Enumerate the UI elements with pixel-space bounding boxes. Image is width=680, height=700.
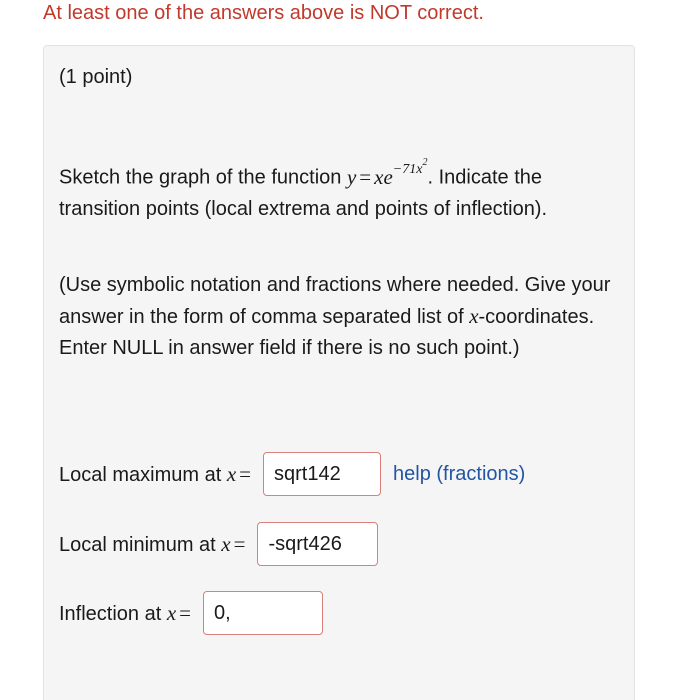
local-minimum-label: Local minimum at x = bbox=[59, 531, 246, 556]
answer-instructions: (Use symbolic notation and fractions where needed. Give your answer in the form of comma separated list of x-coordinates. Enter NULL in answer field if there is no such point.) bbox=[59, 274, 611, 359]
error-message: At least one of the answers above is NOT correct. bbox=[43, 2, 484, 24]
local-minimum-input[interactable]: -sqrt426 bbox=[257, 522, 378, 566]
function-formula: $y = xe^{-71x^2}$ bbox=[346, 157, 428, 189]
problem-box bbox=[43, 45, 635, 700]
local-maximum-label: Local maximum at x = bbox=[59, 461, 252, 486]
statement-rest: . Indicate the transition points (local extrema and points of inflection). bbox=[59, 166, 548, 220]
local-minimum-row bbox=[59, 522, 378, 566]
problem-statement bbox=[59, 152, 624, 225]
help-fractions-link[interactable]: help (fractions) bbox=[393, 462, 526, 485]
inflection-row bbox=[59, 591, 323, 635]
statement-intro: Sketch the graph of the function bbox=[59, 166, 347, 189]
inflection-label: Inflection at x = bbox=[59, 600, 192, 625]
local-maximum-row bbox=[59, 452, 525, 496]
inflection-input[interactable]: 0, bbox=[203, 591, 323, 635]
local-maximum-input[interactable]: sqrt142 bbox=[263, 452, 381, 496]
points-label: (1 point) bbox=[59, 66, 133, 88]
